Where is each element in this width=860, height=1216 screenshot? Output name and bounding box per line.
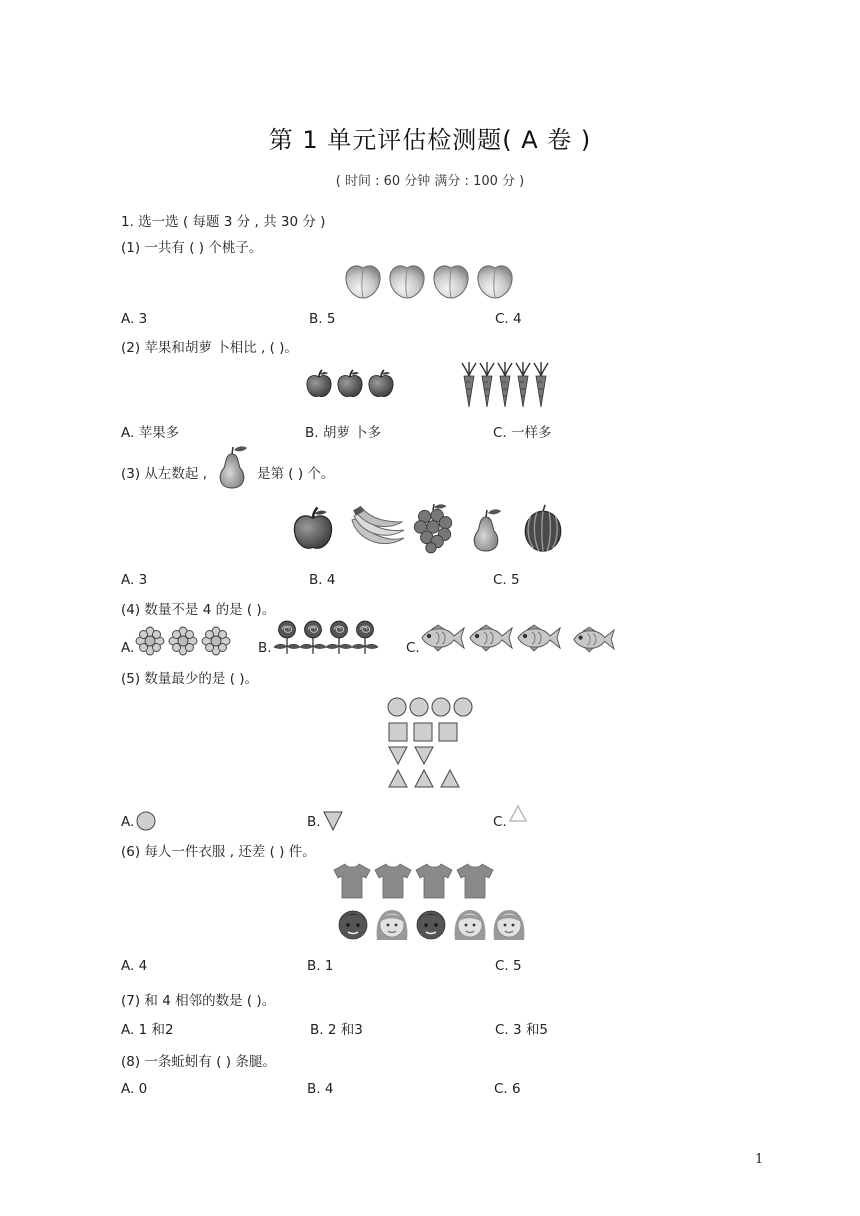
q1-option-c[interactable]: C. 4 bbox=[495, 311, 522, 327]
q8-option-b[interactable]: B. 4 bbox=[307, 1081, 334, 1097]
q6-option-c[interactable]: C. 5 bbox=[495, 958, 522, 974]
q5-option-c[interactable]: C. bbox=[493, 814, 507, 830]
square-icon bbox=[389, 723, 407, 741]
q5-option-a[interactable]: A. bbox=[121, 814, 135, 830]
flower-icon bbox=[136, 627, 164, 655]
flower-group bbox=[135, 625, 233, 657]
q7-option-c[interactable]: C. 3 和5 bbox=[495, 1022, 548, 1038]
down-triangle-icon bbox=[389, 747, 407, 764]
grape-icon bbox=[414, 504, 451, 553]
apple-icon bbox=[338, 370, 362, 397]
rose-icon bbox=[300, 621, 326, 654]
tshirt-icon bbox=[334, 864, 370, 898]
q6-option-b[interactable]: B. 1 bbox=[307, 958, 334, 974]
down-triangle-icon bbox=[415, 747, 433, 764]
fish-icon bbox=[574, 627, 614, 652]
tshirt-group bbox=[332, 862, 498, 902]
up-triangle-icon bbox=[509, 804, 529, 824]
q2-option-a[interactable]: A. 苹果多 bbox=[121, 425, 180, 441]
carrot-icon bbox=[498, 362, 512, 407]
fish-icon bbox=[422, 625, 464, 651]
q4-option-b[interactable]: B. bbox=[258, 640, 272, 656]
shape-grid bbox=[386, 696, 476, 792]
flower-icon bbox=[202, 627, 230, 655]
question-4-stem: (4) 数量不是 4 的是 ( )。 bbox=[121, 602, 276, 618]
q1-option-a[interactable]: A. 3 bbox=[121, 311, 148, 327]
q8-option-a[interactable]: A. 0 bbox=[121, 1081, 148, 1097]
up-triangle-icon bbox=[389, 770, 407, 787]
fish-group bbox=[420, 622, 620, 656]
peach-group bbox=[343, 260, 523, 300]
carrot-icon bbox=[462, 362, 476, 407]
banana-icon bbox=[352, 506, 404, 544]
peach-icon bbox=[434, 266, 468, 298]
people-group bbox=[335, 906, 531, 944]
question-3-stem-after: 是第 ( ) 个。 bbox=[257, 466, 335, 482]
page-title: 第 1 单元评估检测题( A 卷 ) bbox=[268, 126, 592, 154]
q3-option-c[interactable]: C. 5 bbox=[493, 572, 520, 588]
apple-group bbox=[304, 369, 400, 401]
tshirt-icon bbox=[457, 864, 493, 898]
page-subtitle: ( 时间 : 60 分钟 满分 : 100 分 ) bbox=[335, 174, 525, 189]
question-5-stem: (5) 数量最少的是 ( )。 bbox=[121, 671, 259, 687]
flower-icon bbox=[169, 627, 197, 655]
up-triangle-icon bbox=[415, 770, 433, 787]
q7-option-b[interactable]: B. 2 和3 bbox=[310, 1022, 363, 1038]
rose-group bbox=[273, 620, 381, 656]
rose-icon bbox=[326, 621, 352, 654]
boy-icon bbox=[339, 911, 367, 939]
pear-icon bbox=[214, 444, 250, 492]
question-1-stem: (1) 一共有 ( ) 个桃子。 bbox=[121, 240, 263, 256]
fish-icon bbox=[518, 625, 560, 651]
circle-icon bbox=[432, 698, 450, 716]
circle-icon bbox=[454, 698, 472, 716]
question-6-stem: (6) 每人一件衣服 , 还差 ( ) 件。 bbox=[121, 844, 316, 860]
girl-icon bbox=[494, 910, 525, 940]
apple-icon bbox=[294, 508, 331, 549]
rose-icon bbox=[274, 621, 300, 654]
tshirt-icon bbox=[416, 864, 452, 898]
peach-icon bbox=[478, 266, 512, 298]
tshirt-icon bbox=[375, 864, 411, 898]
square-icon bbox=[414, 723, 432, 741]
apple-icon bbox=[307, 370, 331, 397]
carrot-group bbox=[461, 362, 553, 410]
q8-option-c[interactable]: C. 6 bbox=[494, 1081, 521, 1097]
carrot-icon bbox=[516, 362, 530, 407]
q1-option-b[interactable]: B. 5 bbox=[309, 311, 336, 327]
watermelon-icon bbox=[525, 505, 561, 551]
peach-icon bbox=[346, 266, 380, 298]
fish-icon bbox=[470, 625, 512, 651]
page-number: 1 bbox=[755, 1152, 764, 1167]
girl-icon bbox=[455, 910, 486, 940]
question-3-stem-before: (3) 从左数起 , bbox=[121, 466, 207, 482]
q3-option-b[interactable]: B. 4 bbox=[309, 572, 336, 588]
circle-icon bbox=[388, 698, 406, 716]
q7-option-a[interactable]: A. 1 和2 bbox=[121, 1022, 174, 1038]
q6-option-a[interactable]: A. 4 bbox=[121, 958, 148, 974]
question-7-stem: (7) 和 4 相邻的数是 ( )。 bbox=[121, 993, 276, 1009]
peach-icon bbox=[390, 266, 424, 298]
q3-option-a[interactable]: A. 3 bbox=[121, 572, 148, 588]
rose-icon bbox=[352, 621, 378, 654]
carrot-icon bbox=[534, 362, 548, 407]
up-triangle-icon bbox=[441, 770, 459, 787]
carrot-icon bbox=[480, 362, 494, 407]
circle-icon bbox=[410, 698, 428, 716]
question-8-stem: (8) 一条蚯蚓有 ( ) 条腿。 bbox=[121, 1054, 276, 1070]
q2-option-b[interactable]: B. 胡萝 卜多 bbox=[305, 425, 382, 441]
question-2-stem: (2) 苹果和胡萝 卜相比 , ( )。 bbox=[121, 340, 298, 356]
q4-option-a[interactable]: A. bbox=[121, 640, 135, 656]
fruit-row bbox=[290, 502, 580, 556]
girl-icon bbox=[377, 910, 408, 940]
q5-option-b[interactable]: B. bbox=[307, 814, 321, 830]
section-heading: 1. 选一选 ( 每题 3 分 , 共 30 分 ) bbox=[121, 214, 326, 230]
q2-option-c[interactable]: C. 一样多 bbox=[493, 425, 552, 441]
circle-icon bbox=[136, 811, 158, 833]
apple-icon bbox=[369, 370, 393, 397]
down-triangle-icon bbox=[322, 810, 346, 832]
boy-icon bbox=[417, 911, 445, 939]
q4-option-c[interactable]: C. bbox=[406, 640, 420, 656]
pear-icon bbox=[474, 509, 501, 551]
square-icon bbox=[439, 723, 457, 741]
